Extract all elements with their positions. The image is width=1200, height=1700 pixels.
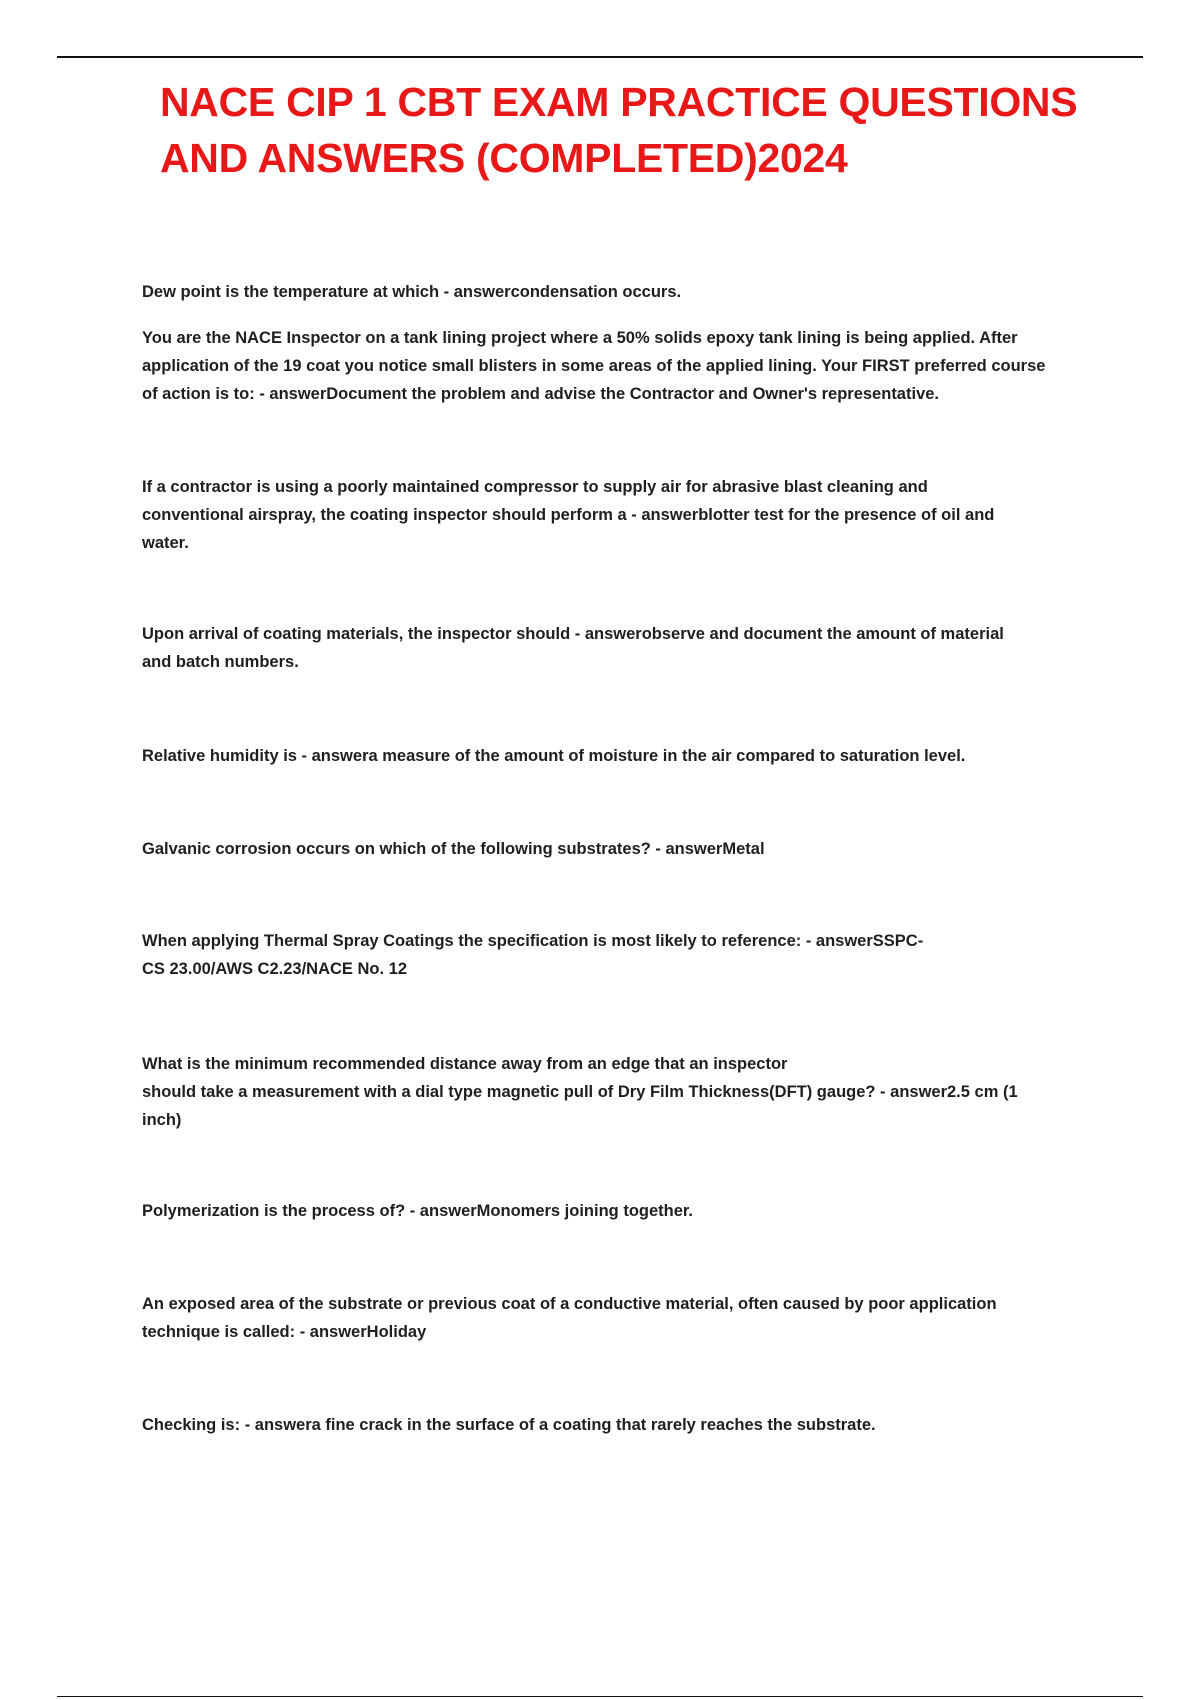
- qa-item-6: [142, 835, 1102, 863]
- qa-line: application of the 19 coat you notice small blisters in some areas of the applied lining. Your FIRST preferred course: [142, 357, 1046, 375]
- qa-line: You are the NACE Inspector on a tank lining project where a 50% solids epoxy tank lining is being applied. After: [142, 329, 1018, 347]
- qa-line: If a contractor is using a poorly maintained compressor to supply air for abrasive blast cleaning and: [142, 478, 928, 496]
- qa-item-8: [142, 1050, 1102, 1134]
- bottom-rule: [57, 1696, 1143, 1697]
- qa-item-7: [142, 927, 1102, 983]
- qa-line: technique is called: - answerHoliday: [142, 1323, 427, 1341]
- qa-item-3: [142, 473, 1102, 557]
- title-line-1: NACE CIP 1 CBT EXAM PRACTICE QUESTIONS: [160, 79, 1078, 125]
- qa-line: Checking is: - answera fine crack in the surface of a coating that rarely reaches the substrate.: [142, 1416, 876, 1434]
- qa-item-11: [142, 1411, 1102, 1439]
- qa-line: An exposed area of the substrate or previous coat of a conductive material, often caused by poor application: [142, 1295, 997, 1313]
- qa-line: should take a measurement with a dial type magnetic pull of Dry Film Thickness(DFT) gauge? - answer2.5 cm (1: [142, 1083, 1018, 1101]
- qa-line: Upon arrival of coating materials, the inspector should - answerobserve and document the amount of material: [142, 625, 1004, 643]
- qa-line: conventional airspray, the coating inspector should perform a - answerblotter test for the presence of oil and: [142, 506, 995, 524]
- qa-item-9: [142, 1197, 1102, 1225]
- qa-item-1: [142, 278, 1102, 306]
- document-title: [160, 74, 1120, 186]
- qa-line: and batch numbers.: [142, 653, 299, 671]
- qa-item-5: [142, 742, 1102, 770]
- qa-line: Dew point is the temperature at which - answercondensation occurs.: [142, 283, 682, 301]
- qa-line: When applying Thermal Spray Coatings the specification is most likely to reference: - answerSSPC-: [142, 932, 924, 950]
- qa-line: inch): [142, 1111, 182, 1129]
- qa-line: CS 23.00/AWS C2.23/NACE No. 12: [142, 960, 408, 978]
- qa-line: Relative humidity is - answera measure of the amount of moisture in the air compared to saturation level.: [142, 747, 966, 765]
- top-rule: [57, 56, 1143, 58]
- qa-item-4: [142, 620, 1102, 676]
- title-line-2: AND ANSWERS (COMPLETED)2024: [160, 135, 848, 181]
- qa-line: Galvanic corrosion occurs on which of the following substrates? - answerMetal: [142, 840, 765, 858]
- qa-line: Polymerization is the process of? - answerMonomers joining together.: [142, 1202, 694, 1220]
- qa-line: of action is to: - answerDocument the problem and advise the Contractor and Owner's representative.: [142, 385, 940, 403]
- qa-line: water.: [142, 534, 189, 552]
- qa-item-2: [142, 324, 1102, 408]
- qa-item-10: [142, 1290, 1102, 1346]
- qa-line: What is the minimum recommended distance away from an edge that an inspector: [142, 1055, 788, 1073]
